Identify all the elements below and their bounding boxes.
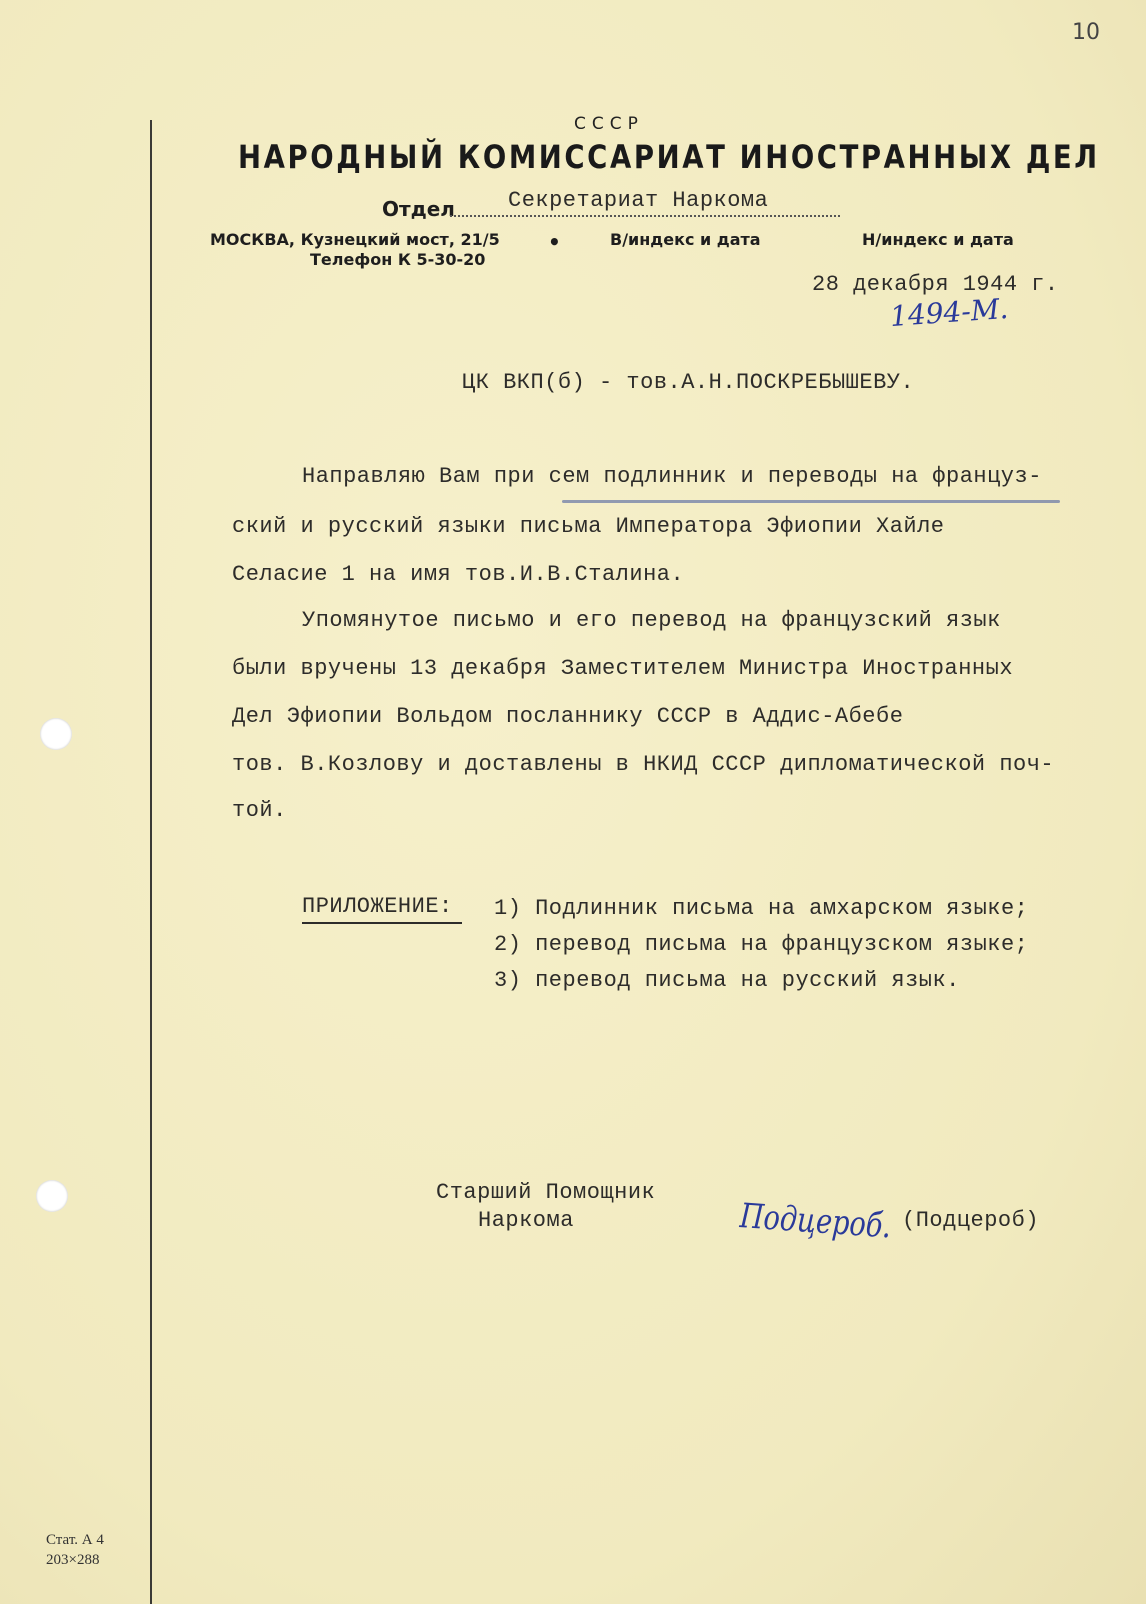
body-line: ский и русский языки письма Императора Эфиопии Хайле [232, 514, 945, 539]
form-code-line-1: Стат. А 4 [46, 1532, 104, 1548]
page-number: 10 [1072, 20, 1100, 45]
address-line-1: МОСКВА, Кузнецкий мост, 21/5 [210, 230, 500, 249]
our-index-label: Н/индекс и дата [862, 230, 1014, 249]
body-line: были вручены 13 декабря Заместителем Министра Иностранных [232, 656, 1014, 681]
body-line: той. [232, 798, 287, 823]
body-line: Упомянутое письмо и его перевод на французский язык [302, 608, 1001, 633]
punch-hole-top [40, 718, 72, 750]
attachment-label: ПРИЛОЖЕНИЕ: [302, 894, 453, 919]
attachment-item: 3) перевод письма на русский язык. [494, 968, 960, 993]
handwritten-signature: Подцероб. [738, 1196, 893, 1247]
department-label: Отдел [382, 197, 455, 221]
attachment-item: 2) перевод письма на французском языке; [494, 932, 1029, 957]
signer-title-line-1: Старший Помощник [436, 1180, 656, 1205]
form-code-line-2: 203×288 [46, 1552, 100, 1568]
margin-rule [150, 120, 152, 1604]
attachment-item: 1) Подлинник письма на амхарском языке; [494, 896, 1029, 921]
bullet-dot: • [548, 230, 561, 254]
letterhead-ministry: НАРОДНЫЙ КОМИССАРИАТ ИНОСТРАННЫХ ДЕЛ [238, 138, 1100, 176]
attachment-label-underline [302, 922, 462, 924]
department-value: Секретариат Наркома [508, 188, 769, 213]
pencil-underline [562, 500, 1060, 503]
address-line-2: Телефон К 5-30-20 [310, 250, 486, 269]
typed-signer-name: (Подцероб) [902, 1208, 1040, 1233]
in-index-label: В/индекс и дата [610, 230, 761, 249]
addressee: ЦК ВКП(б) - тов.А.Н.ПОСКРЕБЫШЕВУ. [462, 370, 915, 395]
signer-title-line-2: Наркома [478, 1208, 574, 1233]
document-date: 28 декабря 1944 г. [812, 272, 1059, 297]
body-line: тов. В.Козлову и доставлены в НКИД СССР дипломатической поч- [232, 752, 1055, 777]
body-line: Направляю Вам при сем подлинник и переводы на француз- [302, 464, 1042, 489]
letterhead-country: СССР [574, 114, 644, 134]
body-line: Дел Эфиопии Вольдом посланнику СССР в Аддис-Абебе [232, 704, 904, 729]
department-dotted-line [450, 215, 840, 217]
body-line: Селасие 1 на имя тов.И.В.Сталина. [232, 562, 685, 587]
punch-hole-bottom [36, 1180, 68, 1212]
handwritten-registration-number: 1494-М. [888, 291, 1010, 334]
